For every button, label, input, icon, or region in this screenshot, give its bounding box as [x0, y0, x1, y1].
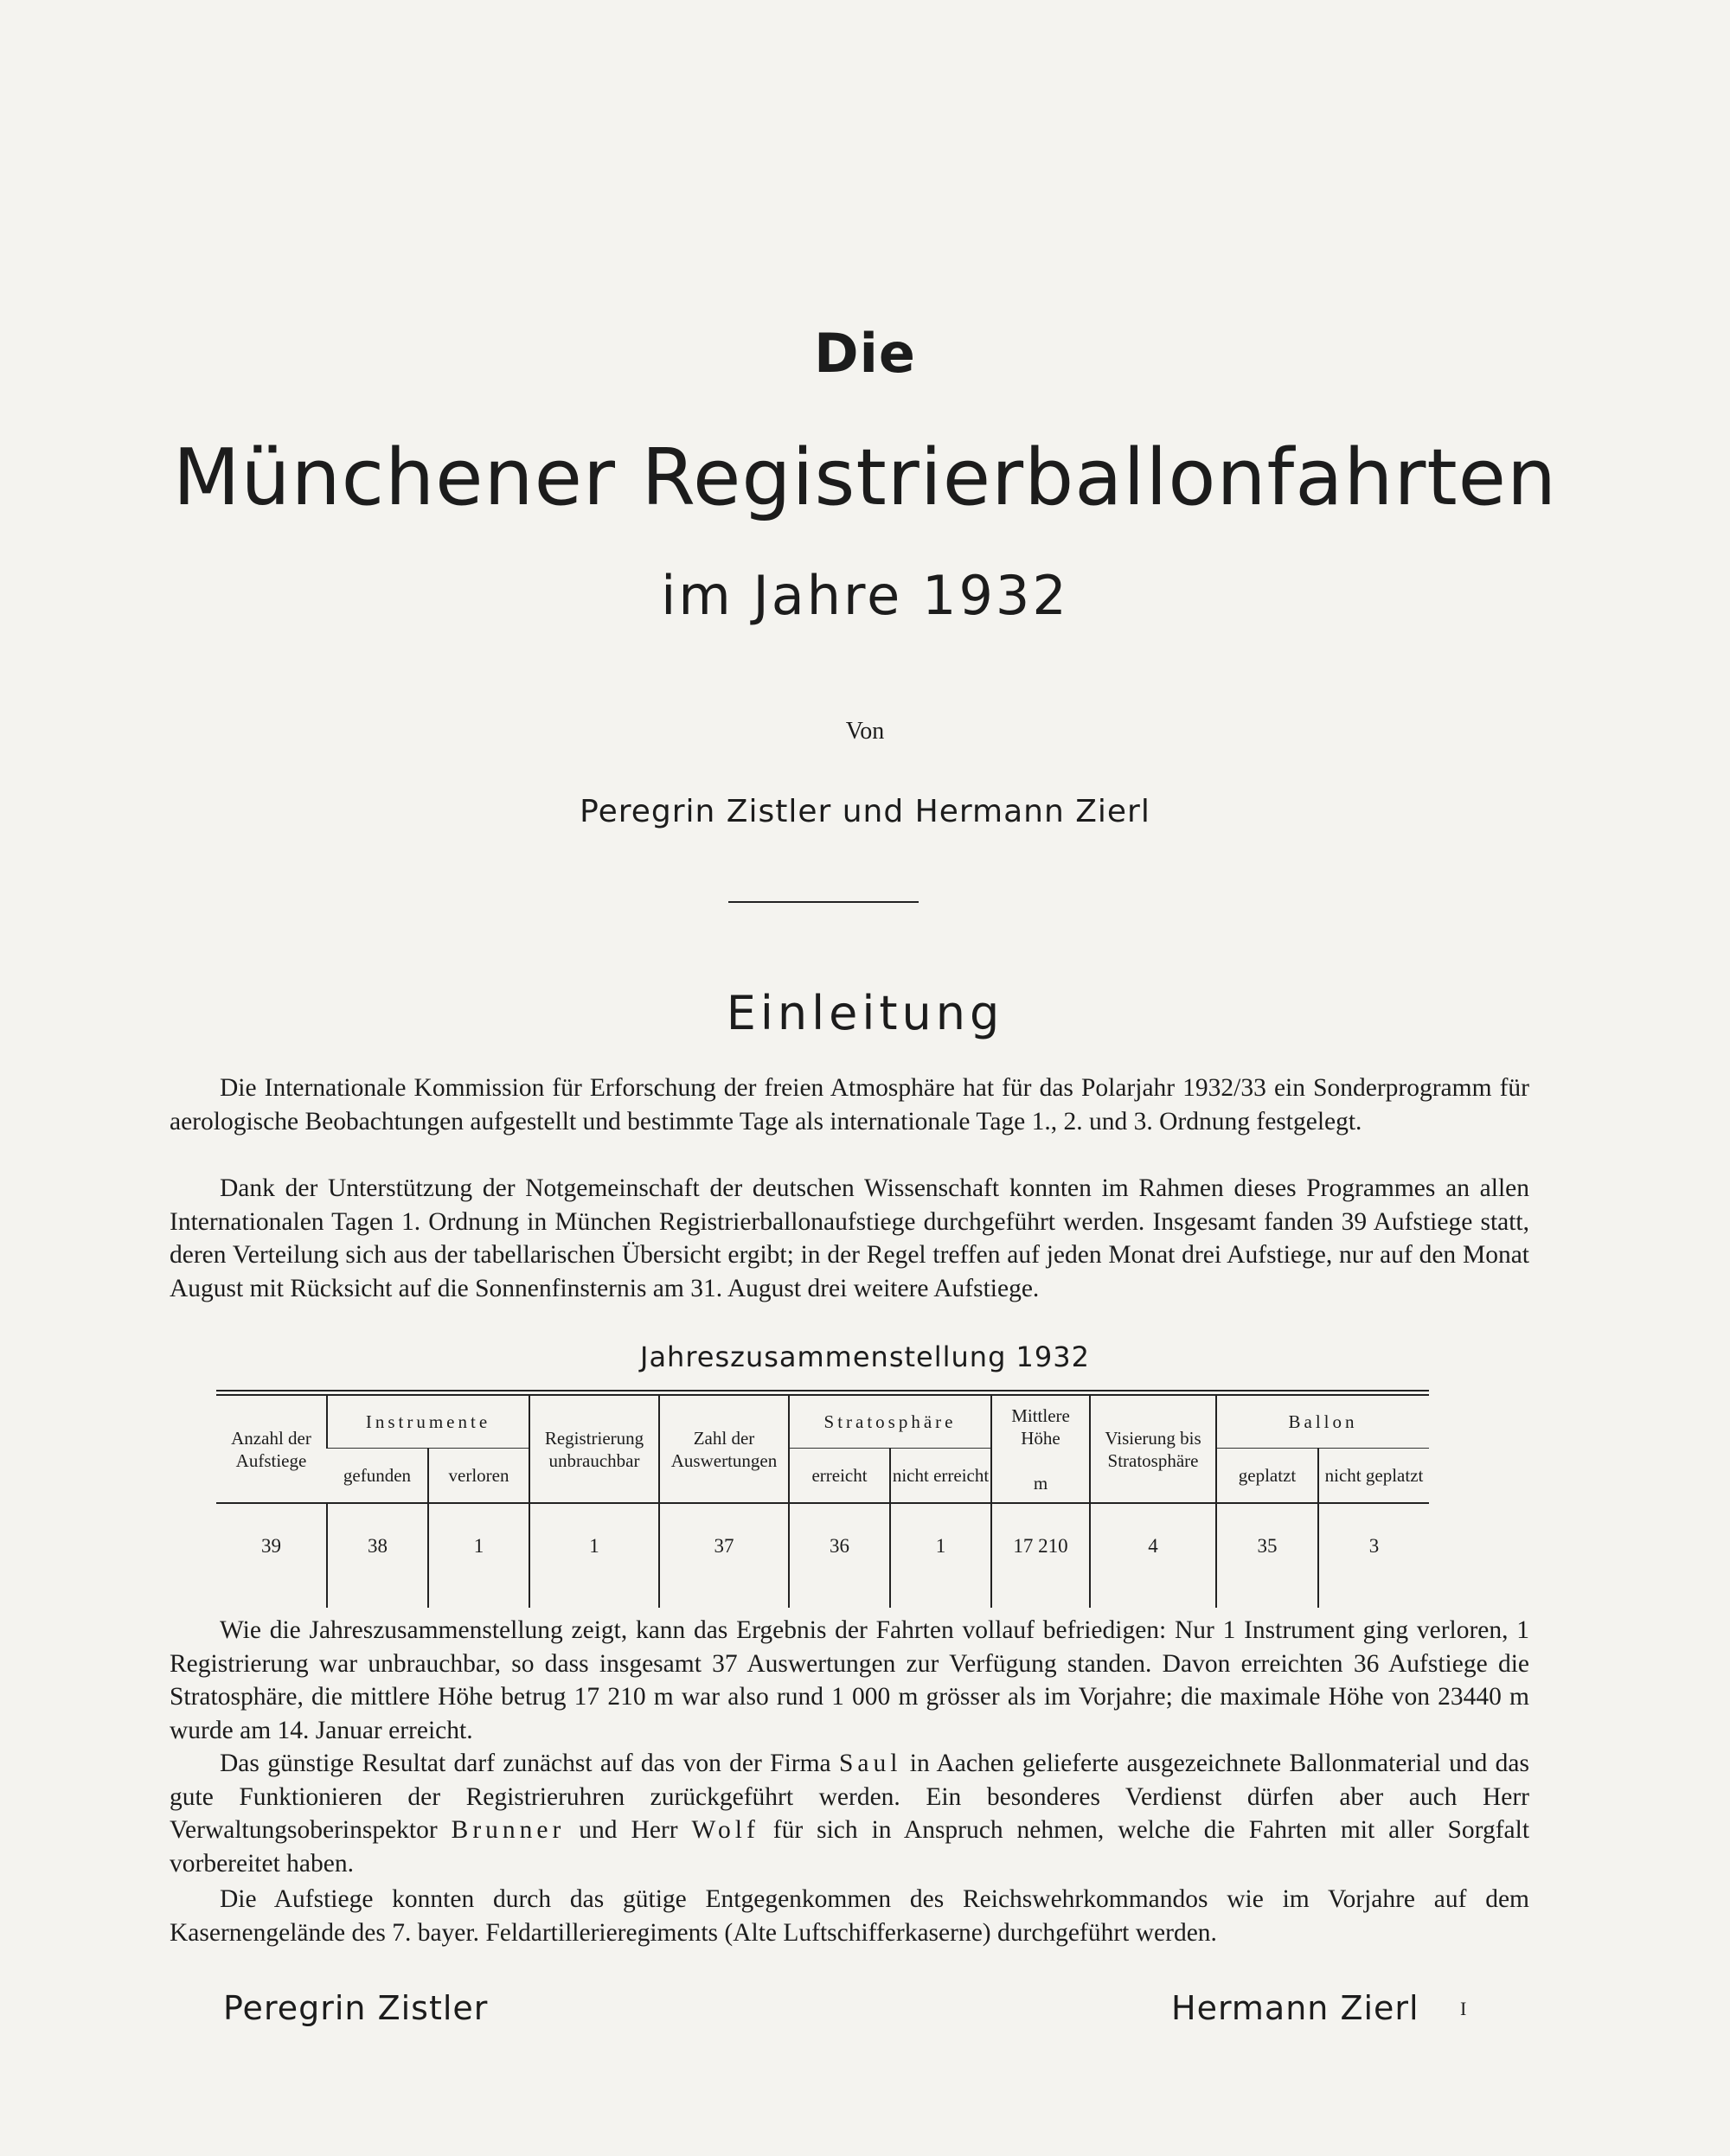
col-nicht-erreicht: nicht erreicht [890, 1449, 991, 1504]
byline-von: Von [845, 718, 885, 745]
cell-gefunden: 38 [327, 1503, 428, 1608]
col-hoehe-unit: m [1033, 1472, 1048, 1494]
col-erreicht: erreicht [789, 1449, 890, 1504]
cell-registrierung: 1 [529, 1503, 659, 1608]
col-verloren: verloren [428, 1449, 529, 1504]
p4-text-c: und Herr [579, 1816, 678, 1844]
paragraph-4 [170, 1747, 1529, 1880]
cell-anzahl: 39 [261, 1535, 281, 1557]
paragraph-5: Die Aufstiege konnten durch das gütige Entgegenkommen des Reichswehrkommandos wie im Vorjahre auf dem Kasernengelände des 7. bayer. Feldartillerieregiments (Alte Luftschifferkaserne) durchgeführt werden. [170, 1885, 1529, 1947]
col-registrierung: Registrierung unbrauchbar [529, 1396, 659, 1503]
paragraph-3: Wie die Jahreszusammenstellung zeigt, kann das Ergebnis der Fahrten vollauf befriedigen: Nur 1 Instrument ging verloren, 1 Registrierung war unbrauchbar, so dass insgesamt 37 Auswertungen zur Verfügung standen. Davon erreichten 36 Aufstiege die Stratosphäre, die mittlere Höhe betrug 17 210 m war also rund 1 000 m grösser als im Vorjahre; die maximale Höhe von 23440 m wurde am 14. Januar erreicht. [170, 1616, 1529, 1744]
p4-firma-name: Saul [839, 1750, 902, 1777]
table-title: Jahreszusammenstellung 1932 [640, 1340, 1090, 1373]
title-pre: Die [814, 322, 916, 385]
section-heading: Einleitung [726, 986, 1004, 1040]
p4-person-name-2: Wolf [691, 1816, 759, 1844]
cell-visierung: 4 [1090, 1503, 1216, 1608]
col-nicht-geplatzt: nicht geplatzt [1318, 1449, 1429, 1504]
table-row [216, 1503, 1429, 1608]
col-hoehe-label: Mittlere Höhe [1011, 1404, 1070, 1449]
cell-nicht-geplatzt: 3 [1318, 1503, 1429, 1608]
col-hoehe [991, 1396, 1090, 1503]
table-top-rule [216, 1390, 1429, 1396]
cell-zahl: 37 [659, 1503, 789, 1608]
paragraph-2: Dank der Unterstützung der Notgemeinschaft der deutschen Wissenschaft konnten im Rahmen dieses Programmes an allen Internationalen Tagen 1. Ordnung in München Registrierballonaufstiege durchgeführt werden. Insgesamt fanden 39 Aufstiege statt, deren Verteilung sich aus der tabellarischen Übersicht ergibt; in der Regel treffen auf jeden Monat drei Aufstiege, nur auf den Monat August mit Rücksicht auf die Sonnenfinsternis am 31. August drei weitere Aufstiege. [170, 1174, 1529, 1302]
col-group-instrumente: Instrumente [327, 1396, 529, 1449]
byline-authors: Peregrin Zistler und Hermann Zierl [580, 794, 1150, 829]
col-visierung: Visierung bis Stratosphäre [1090, 1396, 1216, 1503]
cell-verloren: 1 [428, 1503, 529, 1608]
p4-text-b: in Aachen gelieferte ausgezeichnete Ballonmaterial und das gute Funktionieren der Registrieruhren zurückgeführt werden. Ein besonderes Verdienst dürfen aber auch Herr Verwaltungsoberinspektor [170, 1750, 1529, 1844]
col-gefunden: gefunden [343, 1465, 412, 1486]
title-year-line: im Jahre 1932 [661, 564, 1069, 627]
p4-text-d: für sich in Anspruch nehmen, welche die Fahrten mit aller Sorgfalt vorbereitet haben. [170, 1816, 1530, 1878]
page-title: Münchener Registrierballonfahrten [172, 432, 1558, 523]
col-zahl: Zahl der Auswertungen [659, 1396, 789, 1503]
p4-text-a: Das günstige Resultat darf zunächst auf das von der Firma [220, 1750, 831, 1777]
summary-table [216, 1390, 1429, 1608]
page-mark: I [1460, 1998, 1467, 2019]
col-group-stratosphaere: Stratosphäre [789, 1396, 991, 1449]
signature-left: Peregrin Zistler [223, 1989, 489, 2027]
p4-person-name-1: Brunner [451, 1816, 566, 1844]
col-anzahl: Anzahl der Aufstiege [231, 1427, 311, 1471]
cell-geplatzt: 35 [1216, 1503, 1318, 1608]
cell-hoehe: 17 210 [991, 1503, 1090, 1608]
col-geplatzt: geplatzt [1216, 1449, 1318, 1504]
title-divider [728, 901, 919, 903]
col-group-ballon: Ballon [1216, 1396, 1429, 1449]
cell-erreicht: 36 [789, 1503, 890, 1608]
paragraph-1: Die Internationale Kommission für Erforschung der freien Atmosphäre hat für das Polarjahr 1932/33 ein Sonderprogramm für aerologische Beobachtungen aufgestellt und bestimmte Tage als internationale Tage 1., 2. und 3. Ordnung festgelegt. [170, 1074, 1529, 1136]
cell-nicht-erreicht: 1 [890, 1503, 991, 1608]
signature-right: Hermann Zierl [1171, 1989, 1419, 2027]
